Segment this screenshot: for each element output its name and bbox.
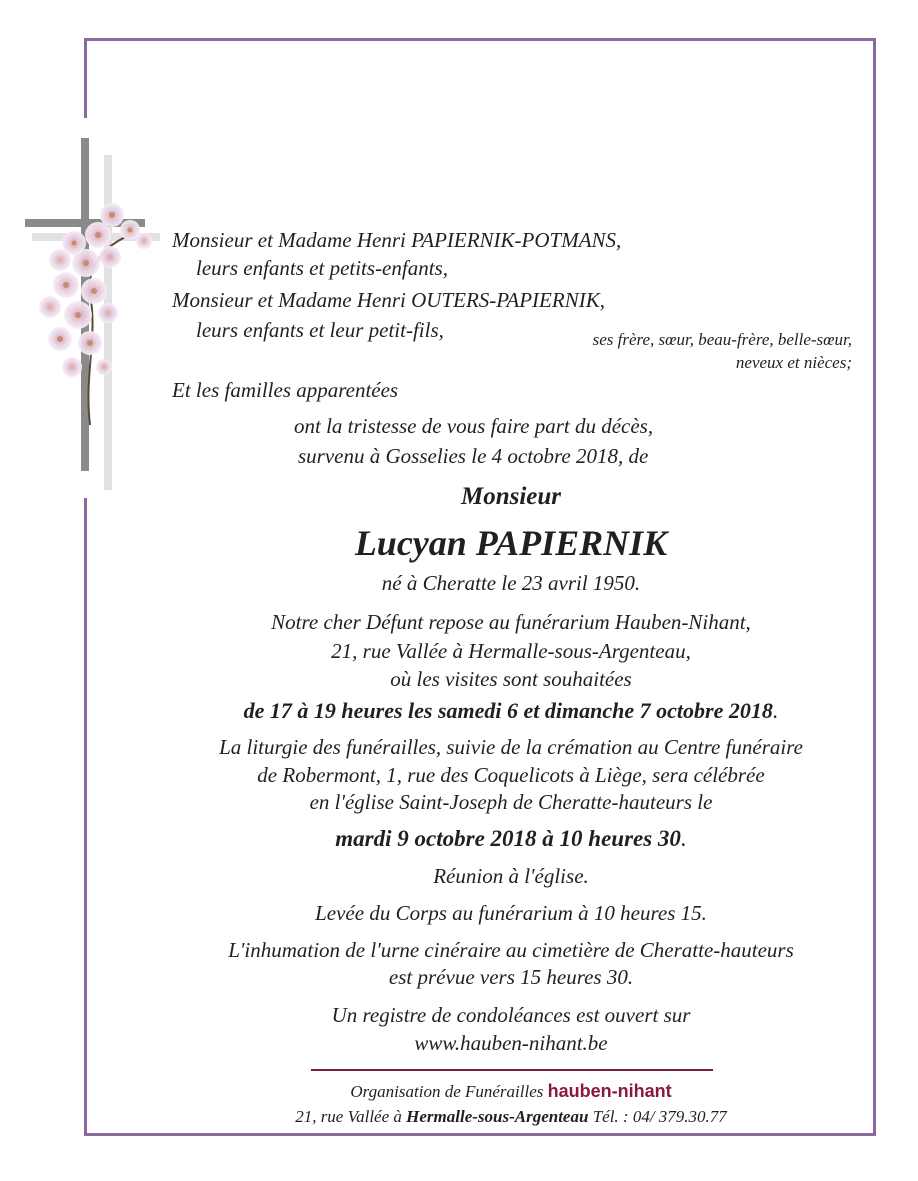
liturgy-date (52, 827, 918, 850)
liturgy-line-3: en l'église Saint-Joseph de Cheratte-hauteurs le (309, 790, 713, 814)
footer-address-prefix: 21, rue Vallée à (295, 1107, 402, 1126)
relation-line-2: neveux et nièces; (735, 353, 852, 372)
burial-line-1: L'inhumation de l'urne cinéraire au cimetière de Cheratte-hauteurs (228, 938, 794, 962)
relation-line-1: ses frère, sœur, beau-frère, belle-sœur, (592, 330, 852, 349)
brand-logo: hauben-nihant (547, 1081, 672, 1101)
registry-url[interactable]: www.hauben-nihant.be (414, 1031, 608, 1055)
liturgy-line-1: La liturgie des funérailles, suivie de la crémation au Centre funéraire (219, 735, 803, 759)
birth-info: né à Cheratte le 23 avril 1950. (381, 571, 641, 595)
deceased-title: Monsieur (460, 483, 562, 510)
family-line-5: Et les familles apparentées (172, 378, 399, 402)
footer-phone: Tél. : 04/ 379.30.77 (592, 1107, 727, 1126)
family-line-4: leurs enfants et leur petit-fils, (196, 318, 444, 342)
liturgy-date-text: mardi 9 octobre 2018 à 10 heures 30 (335, 826, 681, 851)
meeting-info: Réunion à l'église. (433, 864, 589, 888)
liturgy-line-2: de Robermont, 1, rue des Coquelicots à Liège, sera célébrée (257, 763, 765, 787)
footer-rule (311, 1069, 713, 1071)
registry-line: Un registre de condoléances est ouvert sur (331, 1003, 691, 1027)
visitation-hours-end: . (772, 698, 779, 723)
visitation-line-1: Notre cher Défunt repose au funérarium Hauben-Nihant, (271, 610, 751, 634)
visitation-line-2: 21, rue Vallée à Hermalle-sous-Argenteau, (331, 639, 691, 663)
footer-org (52, 1082, 918, 1100)
liturgy-date-end: . (680, 826, 687, 851)
footer-address-city: Hermalle-sous-Argenteau (406, 1107, 589, 1126)
cross-with-orchid-icon (20, 135, 170, 495)
footer-address (52, 1108, 918, 1125)
visitation-line-3: où les visites sont souhaitées (390, 667, 632, 691)
visitation-hours (52, 700, 918, 722)
family-line-3: Monsieur et Madame Henri OUTERS-PAPIERNIK, (172, 288, 605, 312)
deceased-name: Lucyan PAPIERNIK (354, 523, 668, 563)
levee-info: Levée du Corps au funérarium à 10 heures 15. (315, 901, 707, 925)
footer-org-label: Organisation de Funérailles (350, 1082, 544, 1101)
announcement-line-1: ont la tristesse de vous faire part du décès, (294, 414, 654, 438)
family-line-1: Monsieur et Madame Henri PAPIERNIK-POTMANS, (172, 228, 622, 252)
announcement-line-2: survenu à Gosselies le 4 octobre 2018, de (298, 444, 649, 468)
family-line-2: leurs enfants et petits-enfants, (196, 256, 448, 280)
visitation-hours-text: de 17 à 19 heures les samedi 6 et dimanche 7 octobre 2018 (243, 698, 773, 723)
burial-line-2: est prévue vers 15 heures 30. (388, 965, 634, 989)
